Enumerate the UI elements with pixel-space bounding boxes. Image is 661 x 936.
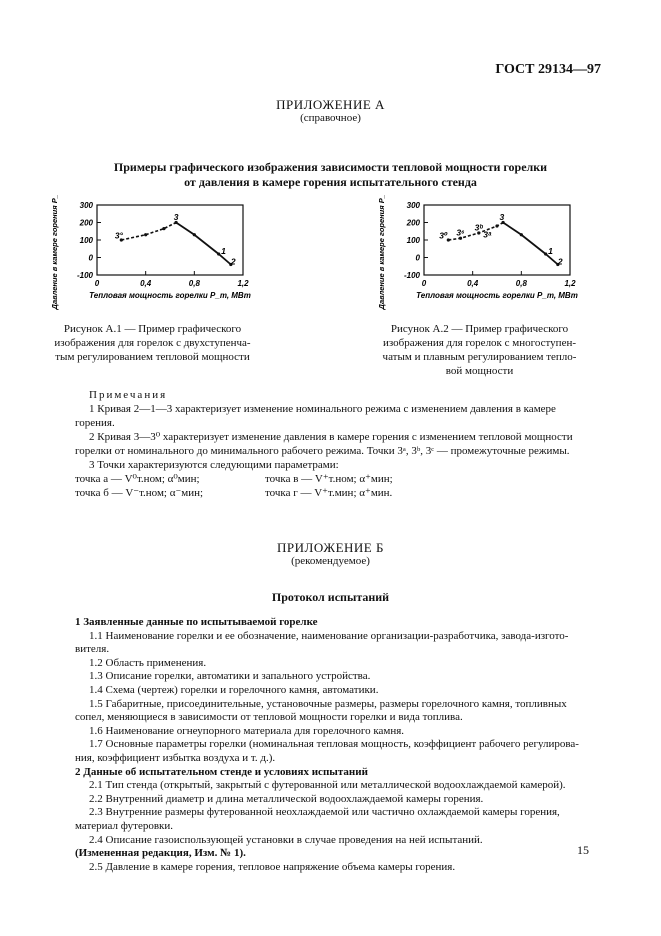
note-3: 3 Точки характеризуются следующими параметрами: (89, 459, 339, 471)
appendix-b-heading: Протокол испытаний (271, 590, 390, 604)
chart-fig-a2-svg (372, 195, 587, 313)
appendix-a-heading-1: Примеры графического изображения зависимости тепловой мощности горелки (113, 160, 548, 174)
protocol-line: вителя. (75, 643, 110, 656)
protocol-line: 2.1 Тип стенда (открытый, закрытый с футерованной или металлической водоохлаждаемой камерой). (89, 779, 566, 792)
series-line (503, 223, 558, 265)
protocol-line: (Измененная редакция, Изм. № 1). (75, 847, 246, 860)
protocol-line: 1.7 Основные параметры горелки (номинальная тепловая мощность, коэффициент рабочего регулирова- (89, 738, 579, 751)
point-label: 1 (548, 246, 553, 256)
caption-fig-a1 (45, 322, 260, 364)
caption-line: вой мощности (445, 365, 514, 377)
x-tick-label: 0,4 (467, 279, 479, 288)
y-tick-label: -100 (403, 271, 420, 280)
chart-fig-a1 (45, 195, 260, 313)
point-label: 2 (557, 256, 563, 267)
protocol-line: 1.6 Наименование огнеупорного материала для горелочного камня. (89, 724, 405, 737)
data-point (495, 224, 498, 227)
points-row-2 (75, 486, 585, 500)
notes-block (75, 388, 585, 500)
caption-line: изображения для горелок с многоступен- (382, 337, 577, 349)
data-point (193, 233, 196, 236)
point-label: 1 (221, 246, 226, 256)
data-point (520, 233, 523, 236)
protocol-line: 2 Данные об испытательном стенде и условиях испытаний (75, 765, 368, 778)
chart-fig-a1-svg (45, 195, 260, 313)
caption-line: изображения для горелок с двухступенча- (54, 337, 251, 349)
x-tick-label: 1,2 (564, 279, 576, 288)
doc-id: ГОСТ 29134—97 (495, 62, 601, 77)
x-tick-label: 0,4 (140, 279, 152, 288)
note-2-cont: горелки от номинального до минимального рабочего режима. Точки 3ᵃ, 3ᵇ, 3ᶜ — промежуточные режимы. (75, 445, 570, 457)
protocol-line: 2.3 Внутренние размеры футерованной неохлаждаемой или частично охлаждаемой камеры горения, (89, 806, 560, 819)
x-tick-label: 0 (94, 279, 100, 288)
protocol-line: материал футеровки. (75, 819, 173, 832)
appendix-a-title: ПРИЛОЖЕНИЕ А (276, 97, 385, 112)
x-axis-label: Тепловая мощность горелки P_т, МВт (416, 291, 578, 300)
point-label: 2 (230, 256, 236, 267)
caption-line: тым регулированием тепловой мощности (55, 351, 250, 363)
data-point (217, 252, 220, 255)
caption-line: Рисунок А.2 — Пример графического (390, 323, 569, 335)
protocol-line: 2.2 Внутренний диаметр и длина металлической водоохлаждаемой камеры горения. (89, 792, 484, 805)
appendix-a-subtitle: (справочное) (300, 112, 361, 124)
point-label: 3 (499, 211, 505, 222)
series-line-dashed (121, 223, 176, 241)
y-tick-label: 300 (406, 201, 420, 210)
point-label: 3⁰ (439, 230, 448, 241)
point-a: точка а — V⁰т.ном; α⁰мин; (75, 473, 200, 485)
x-axis-label: Тепловая мощность горелки P_т, МВт (89, 291, 251, 300)
protocol-body (75, 616, 585, 874)
x-tick-label: 1,2 (237, 279, 249, 288)
y-axis-label: Давление в камере горения P_к.г, Па (50, 195, 59, 310)
y-tick-label: 100 (406, 236, 420, 245)
point-label: 3° (114, 230, 123, 241)
series-line (176, 223, 231, 265)
point-label: 3ᵇ (474, 222, 483, 233)
note-2: 2 Кривая 3—3⁰ характеризует изменение давления в камере горения с изменением тепловой мощности (89, 431, 573, 443)
protocol-line: 1.5 Габаритные, присоединительные, установочные размеры, размеры горелочного камня, топливных (89, 697, 567, 710)
x-tick-label: 0 (421, 279, 427, 288)
point-b: точка б — V⁻т.ном; α⁻мин; (75, 487, 204, 499)
y-tick-label: 0 (88, 253, 93, 263)
x-tick-label: 0,8 (515, 279, 527, 288)
protocol-line: 1.4 Схема (чертеж) горелки и горелочного камня, автоматики. (89, 683, 379, 696)
caption-line: Рисунок А.1 — Пример графического (63, 323, 242, 335)
appendix-b-title: ПРИЛОЖЕНИЕ Б (277, 540, 384, 555)
point-label: 3 (173, 211, 179, 222)
appendix-b-subtitle: (рекомендуемое) (291, 555, 370, 567)
protocol-line: 1.2 Область применения. (89, 656, 207, 669)
note-1: 1 Кривая 2—1—3 характеризует изменение номинального режима с изменением давления в камере (89, 403, 556, 415)
protocol-line: сопел, меняющиеся в зависимости от тепловой мощности горелки и вида топлива. (75, 711, 463, 724)
caption-fig-a2 (372, 322, 587, 378)
y-axis-label: Давление в камере горения P_к.г, Па (377, 195, 386, 310)
point-label: 3ᵃ (483, 229, 492, 240)
point-label: 3⁶ (456, 227, 465, 238)
protocol-line: 2.4 Описание газоиспользующей установки в случае проведения на ней испытаний. (89, 833, 483, 846)
appendix-a-heading-2: от давления в камере горения испытательного стенда (184, 175, 477, 189)
point-g: точка г — V⁺т.мин; α⁺мин. (265, 487, 393, 499)
x-tick-label: 0,8 (188, 279, 200, 288)
data-point (162, 227, 165, 230)
y-tick-label: 0 (415, 253, 420, 263)
points-row-1 (75, 472, 585, 486)
y-tick-label: -100 (76, 271, 93, 280)
protocol-line: 1.1 Наименование горелки и ее обозначение, наименование организации-разработчика, завода-изгото- (89, 629, 569, 642)
y-tick-label: 200 (79, 218, 93, 228)
note-1-cont: горения. (75, 417, 115, 429)
caption-line: чатым и плавным регулированием тепло- (382, 351, 577, 363)
y-tick-label: 200 (406, 218, 420, 228)
point-v: точка в — V⁺т.ном; α⁺мин; (265, 473, 393, 485)
data-point (544, 252, 547, 255)
protocol-line: 1.3 Описание горелки, автоматики и запального устройства. (89, 670, 371, 683)
protocol-line: 2.5 Давление в камере горения, тепловое напряжение объема камеры горения. (89, 860, 456, 873)
page-number: 15 (577, 843, 589, 857)
y-tick-label: 300 (79, 201, 93, 210)
y-tick-label: 100 (79, 236, 93, 245)
chart-fig-a2 (372, 195, 587, 313)
protocol-line: 1 Заявленные данные по испытываемой горелке (75, 616, 318, 628)
protocol-line: ния, коэффициент избытка воздуха и т. д.). (75, 751, 276, 764)
notes-title: Примечания (89, 389, 168, 401)
data-point (144, 233, 147, 236)
